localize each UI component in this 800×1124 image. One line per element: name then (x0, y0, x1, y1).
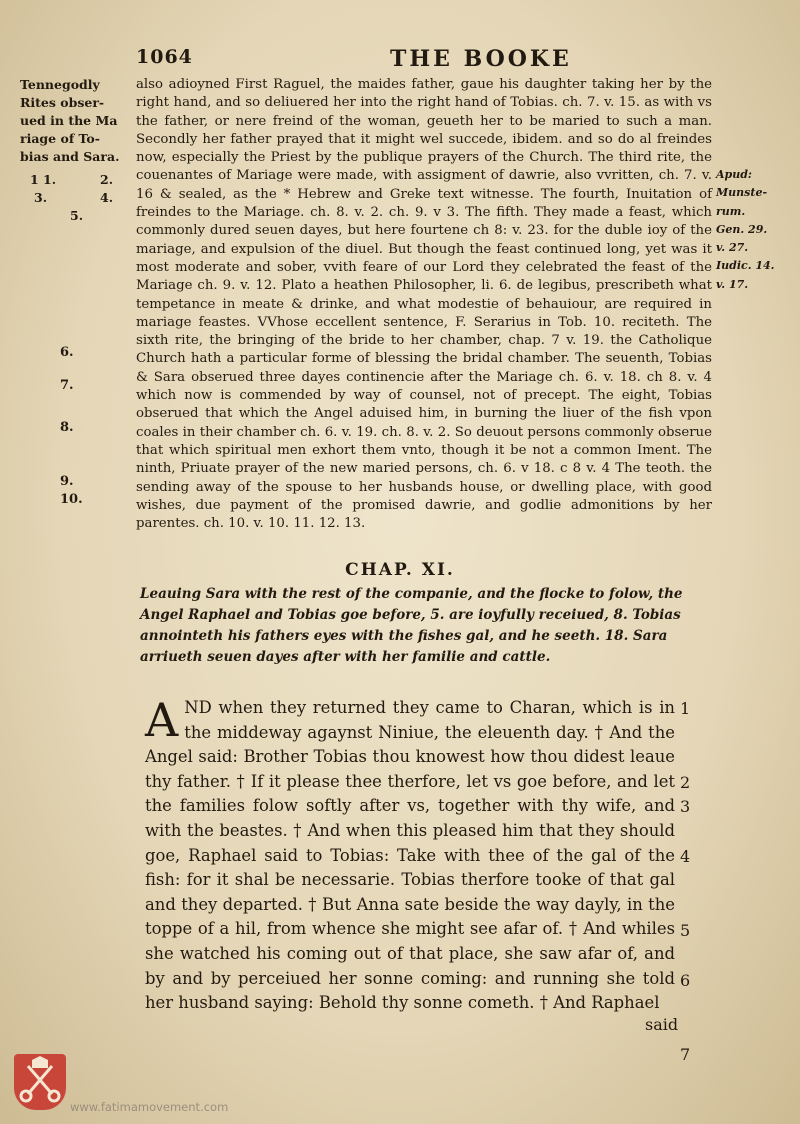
left-number: 4. (100, 190, 114, 205)
right-margin-line: Gen. 29. (716, 222, 768, 236)
annotation-paragraph: also adioyned First Raguel, the maides father, gaue his daughter taking her by the right hand, and so deliuered her into the right hand of Tobias. ch. 7. v. 15. as with vs the father, or nere freind of the woman, geueth her to be maried to such a man. Secondly her father prayed that it might wel succede, ibidem. and so do al freindes now, especially the Priest by the publique prayers of the Church. The third rite, the couenantes of Mariage were made, with assigment of dawrie, also vvritten, ch. 7. v. 16 & sealed, as the * Hebrew and Greke text witnesse. The fourth, Inuitation of freindes to the Mariage. ch. 8. v. 2. ch. 9. v 3. The fifth. They made a feast, which commonly dured seuen dayes, but here fourtene ch 8: v. 23. for the duble ioy of the mariage, and expulsion of the diuel. But though the feast continued long, yet was it most moderate and sober, vvith feare of our Lord they celebrated the feast of the Mariage ch. 9. v. 12. Plato a heathen Philosopher, li. 6. de legibus, prescribeth what tempetance in meate & drinke, and what modestie of behauiour, are required in mariage feastes. VVhose eccellent sentence, F. Serarius in Tob. 10. reciteth. The sixth rite, the bringing of the bride to her chamber, chap. 7 v. 19. the Catholique Church hath a particular forme of blessing the bridal chamber. The seuenth, Tobias & Sara obserued three dayes continencie after the Mariage ch. 6. v. 18. ch 8. v. 4 which now is commended by way of counsel, not of precept. The eight, Tobias obserued that which the Angel aduised him, in burning the liuer of the fish vpon coales in their chamber ch. 6. v. 19. ch. 8. v. 2. So deuout persons commonly obserue that which spiritual men exhort them vnto, though it be not a common Iment. The ninth, Priuate prayer of the new maried persons, ch. 6. v 18. c 8 v. 4 The teoth. the sending away of the spouse to her husbands house, or dwelling place, with good wishes, due payment of the promised dawrie, and godlie admonitions by her parentes. ch. 10. v. 10. 11. 12. 13. (136, 77, 712, 532)
right-margin-line: Apud: (716, 168, 752, 181)
annotation-margin-number: 6. (60, 345, 74, 360)
annotation-block (136, 76, 712, 533)
annotation-margin-number: 9. (60, 474, 74, 489)
running-head: THE BOOKE (390, 46, 572, 72)
annotation-margin-number: 10. (60, 492, 83, 507)
website-link[interactable]: www.fatimamovement.com (70, 1100, 229, 1114)
left-note-line: bias and Sara. (20, 149, 120, 164)
left-note-line: Rites obser- (20, 95, 105, 110)
right-margin-line: v. 17. (716, 277, 749, 291)
left-note-line: ued in the Ma (20, 113, 118, 128)
scripture-body: ND when they returned they came to Charan, which is in the middeway agaynst Niniue, the eleuenth day. † And the Angel said: Brother Tobias thou knowest how thou didest leaue thy father. † If it please thee therfore, let vs goe before, and let the families folow softly after vs, together with thy wife, and with the beastes. † And when this pleased him that they should goe, Raphael said to Tobias: Take with thee of the gal of the fish: for it shal be necessarie. Tobias therfore tooke of that gal and they departed. † But Anna sate beside the way dayly, in the toppe of a hil, from whence she might see afar of. † And whiles she watched his coming out of that place, she saw afar of, and by and by perceiued her sonne coming: and running she told her husband saying: Behold thy sonne cometh. † And Raphael (145, 698, 675, 1013)
left-margin-numbers (0, 171, 130, 225)
page-header (0, 46, 800, 76)
left-margin-note (20, 76, 132, 166)
right-margin-line: v. 27. (716, 241, 749, 255)
verse-number: 2 (680, 773, 691, 792)
left-number-row (0, 171, 130, 189)
right-margin-line: Munste- (716, 186, 768, 200)
chapter-summary-text: Leauing Sara with the rest of the companie, and the flocke to folow, the Angel Raphael and Tobias goe before, 5. are ioyfully receiued, 8. Tobias annointeth his fathers eyes with the fishes gal, and he seeth. 18. Sara arriueth seuen dayes after with her familie and cattle. (140, 586, 683, 665)
left-number: 2. (100, 172, 114, 187)
left-number-row (0, 207, 130, 225)
chapter-title: CHAP. XI. (345, 560, 455, 580)
left-number: 5. (70, 208, 84, 223)
right-margin-line: Iudic. 14. (716, 259, 775, 273)
verse-number: 1 (680, 699, 691, 718)
left-number: 1 1. (30, 172, 57, 187)
verse-number: 4 (680, 847, 691, 866)
annotation-margin-number: 8. (60, 420, 74, 435)
left-number-row (0, 189, 130, 207)
verse-number: 7 (680, 1045, 691, 1064)
right-margin-line: rum. (716, 204, 746, 218)
left-note-line: Tennegodly (20, 77, 100, 92)
verse-number: 6 (680, 971, 691, 990)
annotation-margin-number: 7. (60, 378, 74, 393)
catchword: said (645, 1015, 679, 1034)
verse-number: 3 (680, 797, 691, 816)
keys-shield-logo-icon (14, 1054, 66, 1110)
page-number: 1064 (136, 46, 193, 68)
chapter-summary (140, 584, 700, 668)
right-margin-references (716, 166, 796, 294)
verse-number: 5 (680, 921, 691, 940)
left-note-line: riage of To- (20, 131, 100, 146)
left-number: 3. (34, 190, 48, 205)
drop-cap: A (145, 693, 179, 747)
scripture-text (145, 693, 675, 1016)
